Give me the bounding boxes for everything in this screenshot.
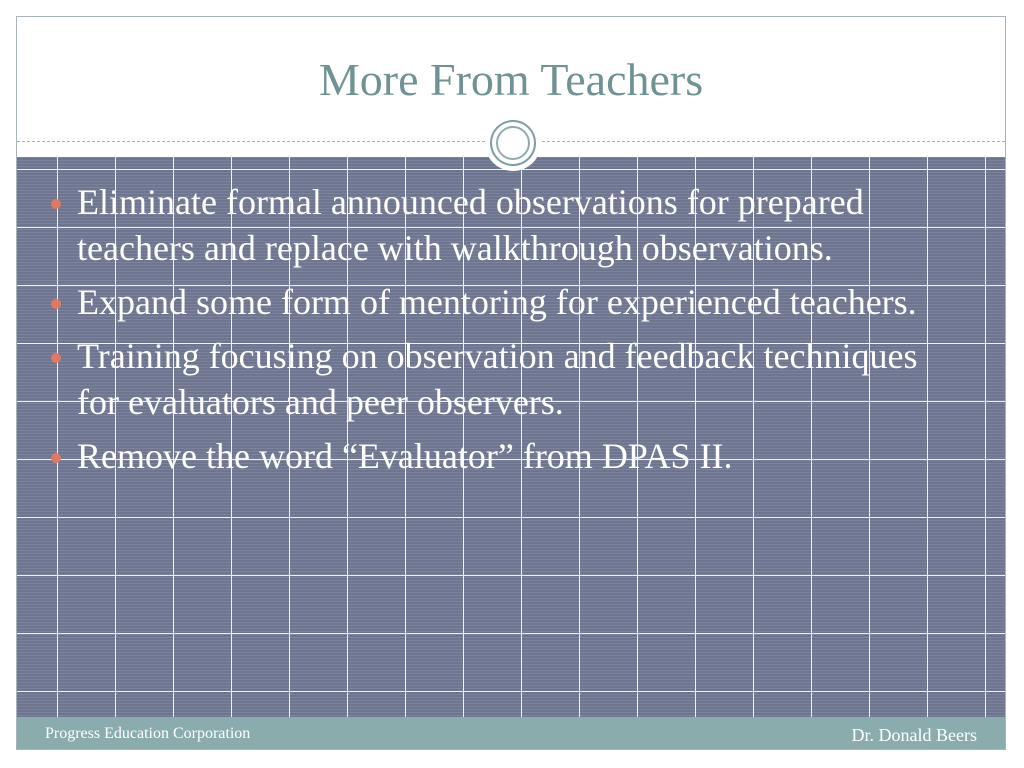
footer-bar [17,717,1005,750]
circle-ornament-icon [485,115,541,171]
bullet-dot-icon [51,453,61,463]
bullet-text: Training focusing on observation and feedback techniques for evaluators and peer observers. [77,336,918,422]
bullet-text: Remove the word “Evaluator” from DPAS II. [77,436,733,476]
slide [16,16,1006,750]
bullet-dot-icon [51,353,61,363]
footer-author: Dr. Donald Beers [851,725,977,745]
bullet-list [45,179,945,487]
circle-inner [496,126,530,160]
bullet-item [45,179,945,271]
footer-organization: Progress Education Corporation [45,725,251,742]
bullet-item [45,333,945,425]
bullet-item [45,433,945,479]
bullet-text: Expand some form of mentoring for experienced teachers. [77,282,917,322]
bullet-dot-icon [51,299,61,309]
circle-ring [490,120,536,166]
bullet-text: Eliminate formal announced observations for prepared teachers and replace with walkthrough observations. [77,182,864,268]
bullet-dot-icon [51,199,61,209]
slide-title: More From Teachers [318,54,704,105]
bullet-item [45,279,945,325]
